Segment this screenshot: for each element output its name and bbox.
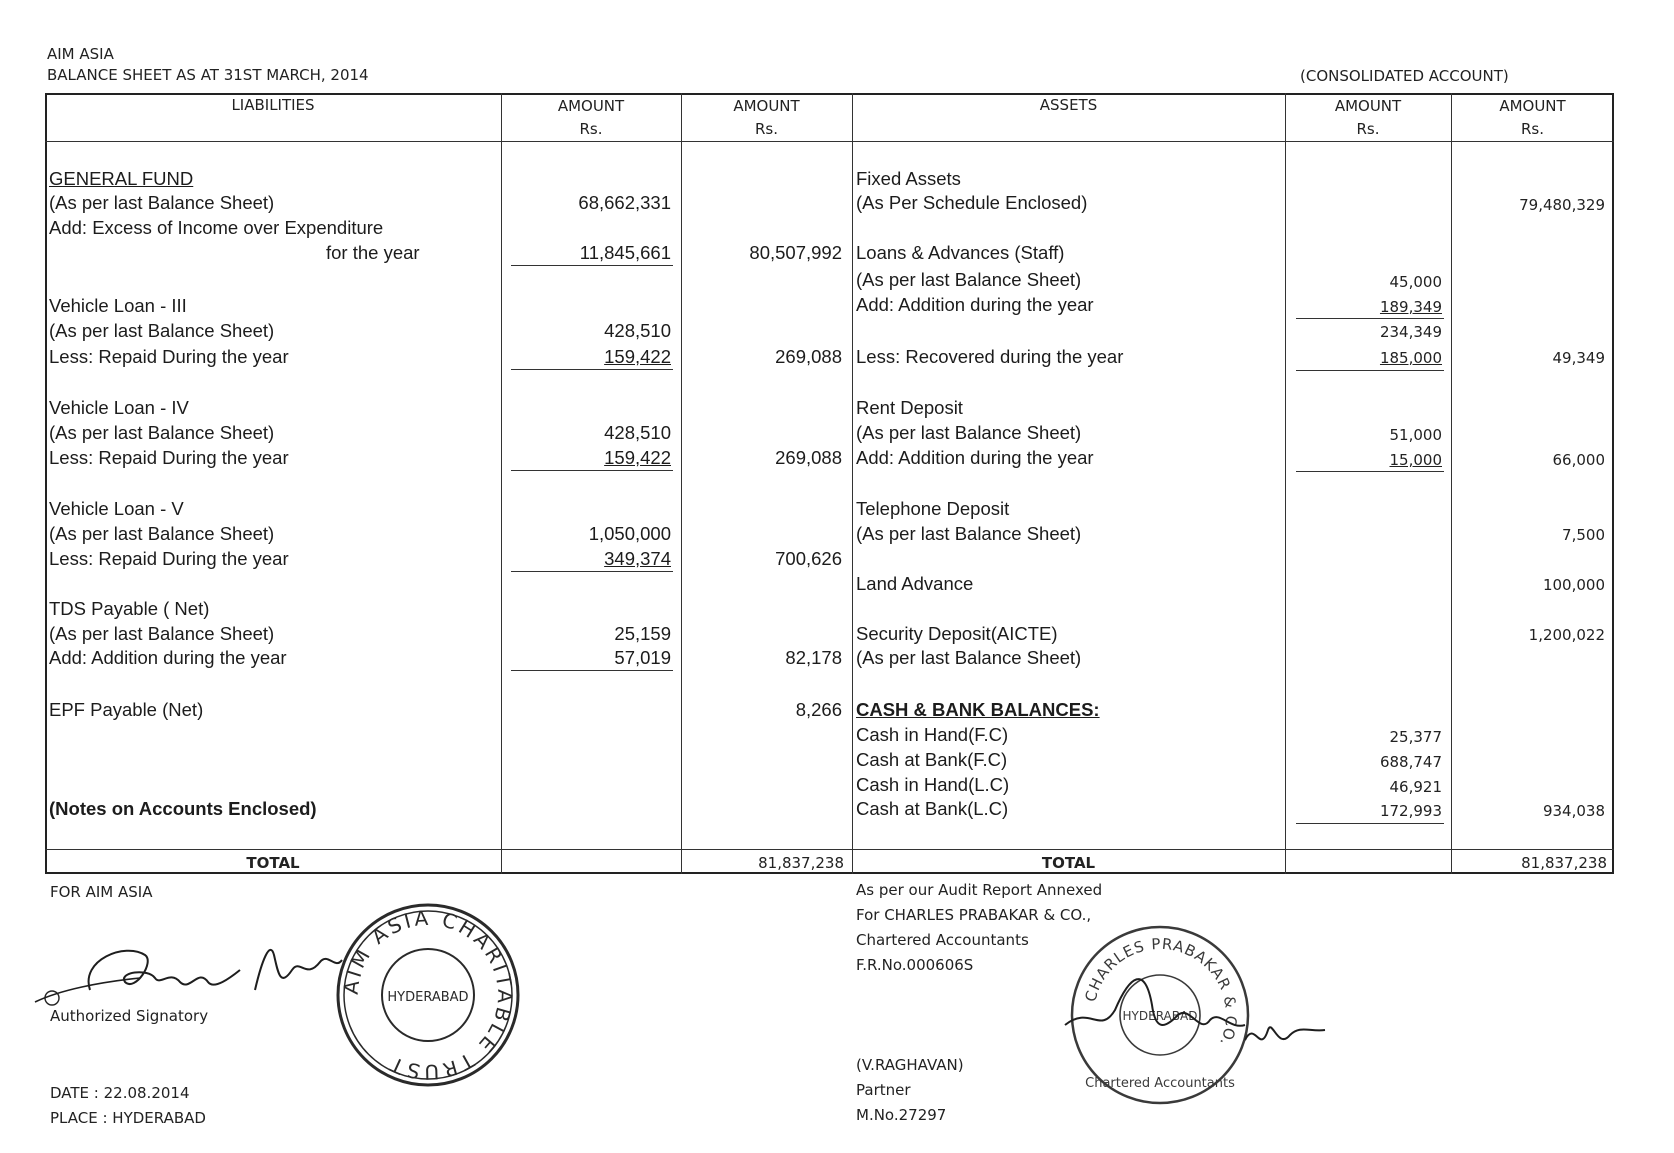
- line-label: (As Per Schedule Enclosed): [856, 192, 1088, 213]
- general-fund-title: GENERAL FUND: [49, 168, 194, 189]
- section-total: 66,000: [1552, 451, 1605, 469]
- auditor-seal: [1060, 915, 1260, 1115]
- cash-item-amount: 688,747: [1379, 753, 1442, 771]
- cash-item-amount: 25,377: [1389, 728, 1442, 746]
- line-amount: 51,000: [1389, 426, 1442, 444]
- total-label: TOTAL: [246, 854, 300, 872]
- line-label: Add: Addition during the year: [49, 647, 287, 668]
- land-advance-title: Land Advance: [856, 573, 974, 594]
- cash-item-label: Cash in Hand(F.C): [856, 724, 1009, 745]
- date: DATE : 22.08.2014: [50, 1084, 190, 1102]
- trust-seal: [333, 900, 523, 1090]
- firm-registration: F.R.No.000606S: [856, 956, 974, 974]
- line-label: Less: Recovered during the year: [856, 346, 1124, 367]
- section-total: 79,480,329: [1519, 196, 1605, 214]
- sum-underline: [511, 470, 673, 471]
- amount-header: AMOUNT: [1499, 97, 1566, 115]
- seal-outer-text: AIM ASIA CHARITABLE TRUST: [338, 905, 518, 1085]
- section-total: 49,349: [1552, 349, 1605, 367]
- line-amount: 428,510: [604, 320, 671, 341]
- assets-header: ASSETS: [1039, 96, 1098, 114]
- authorized-signatory: Authorized Signatory: [50, 1007, 209, 1025]
- line-amount: 11,845,661: [579, 242, 671, 263]
- amount-header: AMOUNT: [733, 97, 800, 115]
- vehicle-loan-4-title: Vehicle Loan - IV: [49, 397, 189, 418]
- sum-underline: [1296, 471, 1444, 472]
- currency-header: Rs.: [579, 120, 603, 138]
- section-total: 7,500: [1562, 526, 1605, 544]
- line-amount: 185,000: [1379, 349, 1442, 367]
- line-amount: 1,050,000: [588, 523, 671, 544]
- section-total: 700,626: [775, 548, 842, 569]
- line-label: Less: Repaid During the year: [49, 346, 289, 367]
- sum-underline: [1296, 370, 1444, 371]
- line-label: Add: Excess of Income over Expenditure: [49, 217, 384, 238]
- line-label: (As per last Balance Sheet): [49, 623, 275, 644]
- total-rule: [45, 849, 1614, 850]
- seal-inner-text: HYDERABAD: [1122, 1009, 1198, 1023]
- rent-deposit-title: Rent Deposit: [856, 397, 963, 418]
- cash-bank-title: CASH & BANK BALANCES:: [856, 699, 1100, 720]
- line-label: (As per last Balance Sheet): [856, 647, 1082, 668]
- seal-bottom-text: Chartered Accountants: [1085, 1076, 1235, 1091]
- liabilities-total: 81,837,238: [758, 854, 844, 872]
- line-label: Add: Addition during the year: [856, 447, 1094, 468]
- cash-item-amount: 172,993: [1379, 802, 1442, 820]
- section-total: 8,266: [795, 699, 842, 720]
- amount-header: AMOUNT: [557, 97, 625, 115]
- line-amount: 428,510: [604, 422, 671, 443]
- header-rule: [45, 141, 1614, 142]
- epf-title: EPF Payable (Net): [49, 699, 204, 720]
- currency-header: Rs.: [1520, 120, 1544, 138]
- subtotal-amount: 234,349: [1379, 323, 1442, 341]
- membership-no: M.No.27297: [856, 1106, 947, 1124]
- svg-text:CHARLES PRABAKAR & CO.: [1081, 935, 1240, 1049]
- telephone-deposit-title: Telephone Deposit: [856, 498, 1010, 519]
- section-total: 1,200,022: [1528, 626, 1605, 644]
- cash-item-label: Cash in Hand(L.C): [856, 774, 1010, 795]
- col-divider: [681, 93, 682, 874]
- signature: [30, 920, 350, 1010]
- line-label: (As per last Balance Sheet): [49, 192, 275, 213]
- line-amount: 57,019: [614, 647, 671, 668]
- cash-item-label: Cash at Bank(F.C): [856, 749, 1008, 770]
- line-label: (As per last Balance Sheet): [856, 422, 1082, 443]
- sum-underline: [511, 571, 673, 572]
- fixed-assets-title: Fixed Assets: [856, 168, 961, 189]
- tds-title: TDS Payable ( Net): [49, 598, 210, 619]
- line-amount: 159,422: [604, 447, 671, 468]
- line-label: (As per last Balance Sheet): [856, 523, 1082, 544]
- line-amount: 189,349: [1379, 298, 1442, 316]
- account-type: (CONSOLIDATED ACCOUNT): [1300, 67, 1509, 85]
- line-amount: 25,159: [614, 623, 671, 644]
- sum-underline: [1296, 318, 1444, 319]
- sum-underline: [1296, 823, 1444, 824]
- line-label: for the year: [326, 242, 420, 263]
- audit-report: As per our Audit Report Annexed: [856, 881, 1103, 899]
- line-amount: 159,422: [604, 346, 671, 367]
- auditor-firm: For CHARLES PRABAKAR & CO.,: [856, 906, 1092, 924]
- seal-inner-text: HYDERABAD: [387, 990, 469, 1005]
- partner-role: Partner: [856, 1081, 911, 1099]
- sum-underline: [511, 670, 673, 671]
- line-label: (As per last Balance Sheet): [49, 320, 275, 341]
- line-amount: 15,000: [1389, 451, 1442, 469]
- col-divider: [852, 93, 853, 874]
- amount-header: AMOUNT: [1334, 97, 1402, 115]
- total-label: TOTAL: [1041, 854, 1096, 872]
- line-label: (As per last Balance Sheet): [49, 422, 275, 443]
- section-total: 269,088: [775, 346, 842, 367]
- sum-underline: [511, 369, 673, 370]
- cash-item-amount: 46,921: [1389, 778, 1442, 796]
- vehicle-loan-3-title: Vehicle Loan - III: [49, 295, 187, 316]
- line-amount: 45,000: [1389, 273, 1442, 291]
- org-name: AIM ASIA: [47, 45, 114, 63]
- seal-outer-text: CHARLES PRABAKAR & CO.: [1081, 934, 1241, 1050]
- vehicle-loan-5-title: Vehicle Loan - V: [49, 498, 184, 519]
- section-total: 269,088: [775, 447, 842, 468]
- section-total: 82,178: [785, 647, 842, 668]
- currency-header: Rs.: [754, 120, 778, 138]
- line-amount: 349,374: [604, 548, 671, 569]
- notes-reference: (Notes on Accounts Enclosed): [49, 798, 317, 819]
- assets-total: 81,837,238: [1521, 854, 1607, 872]
- for-org: FOR AIM ASIA: [50, 883, 153, 901]
- security-deposit-title: Security Deposit(AICTE): [856, 623, 1058, 644]
- sum-underline: [511, 265, 673, 266]
- line-label: Add: Addition during the year: [856, 294, 1094, 315]
- place: PLACE : HYDERABAD: [50, 1109, 206, 1127]
- currency-header: Rs.: [1356, 120, 1380, 138]
- loans-advances-title: Loans & Advances (Staff): [856, 242, 1065, 263]
- liabilities-header: LIABILITIES: [231, 96, 315, 114]
- sheet-title: BALANCE SHEET AS AT 31ST MARCH, 2014: [47, 66, 369, 84]
- line-amount: 68,662,331: [578, 192, 671, 213]
- line-label: (As per last Balance Sheet): [856, 269, 1082, 290]
- partner-name: (V.RAGHAVAN): [856, 1056, 964, 1074]
- section-total: 80,507,992: [749, 242, 842, 263]
- section-total: 934,038: [1542, 802, 1605, 820]
- line-label: Less: Repaid During the year: [49, 548, 289, 569]
- line-label: Less: Repaid During the year: [49, 447, 289, 468]
- line-label: (As per last Balance Sheet): [49, 523, 275, 544]
- auditor-designation: Chartered Accountants: [856, 931, 1029, 949]
- cash-item-label: Cash at Bank(L.C): [856, 798, 1009, 819]
- auditor-signature: [1240, 1000, 1330, 1060]
- section-total: 100,000: [1542, 576, 1605, 594]
